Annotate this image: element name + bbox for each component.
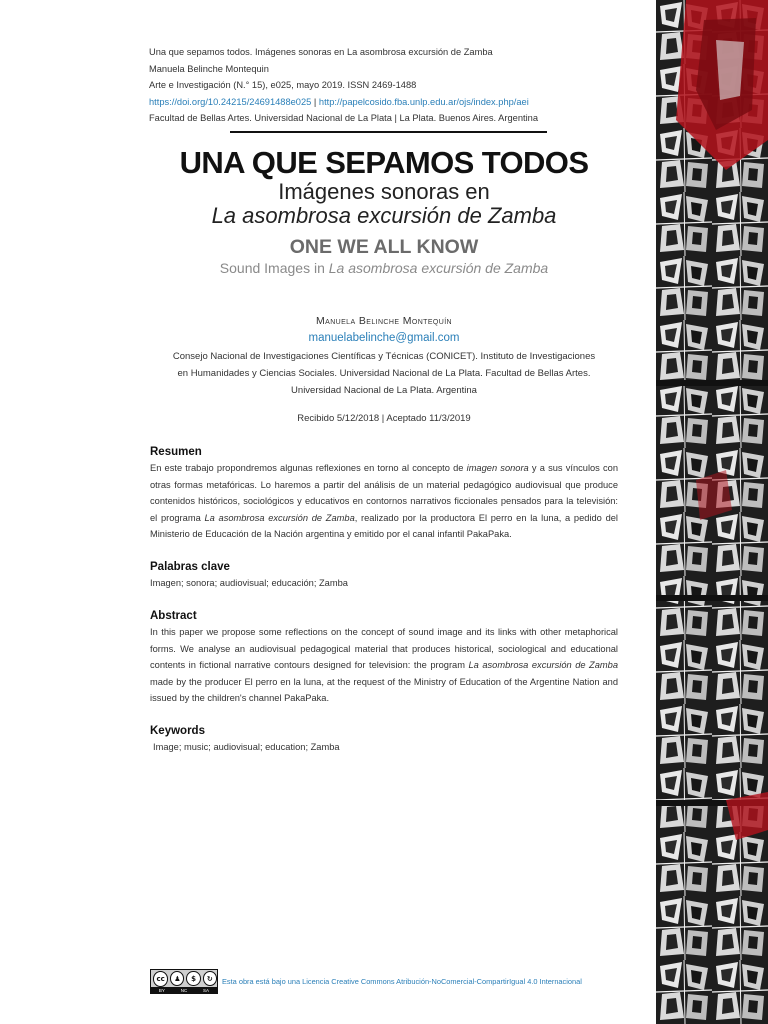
noncommercial-icon: $: [186, 971, 200, 986]
cc-icon: cc: [153, 971, 168, 987]
resumen-text-emphasis: La asombrosa excursión de Zamba: [204, 512, 355, 523]
header-divider: [230, 131, 547, 133]
author-affiliation: [0, 348, 768, 399]
resumen-text-part: y a sus vínculos con otras formas metafóricas. Lo haremos a partir del análisis de un material pedagógico audiovisual que produce contenidos históricos, sociológicos y educativos en contornos narrativos ficcionales pensados para la televisión: el programa: [150, 463, 618, 523]
article-subtitle-line2: La asombrosa excursión de Zamba: [211, 203, 557, 228]
sharealike-icon: ↻: [203, 971, 217, 986]
journal-url-link[interactable]: http://papelcosido.fba.unlp.edu.ar/ojs/index.php/aei: [318, 96, 529, 107]
author-name: Manuela Belinche Montequín: [315, 315, 453, 327]
creative-commons-badge[interactable]: [150, 969, 218, 994]
english-subtitle-prefix: Sound Images in: [219, 260, 329, 276]
cc-label-nc: NC: [180, 988, 188, 993]
palabras-clave-text: Imagen; sonora; audiovisual; educación; Zamba: [150, 578, 348, 588]
cc-badge-labels: [151, 987, 217, 994]
doi-link[interactable]: https://doi.org/10.24215/24691488e025: [149, 96, 312, 107]
citation-links: [149, 94, 619, 111]
palabras-clave-heading: Palabras clave: [150, 561, 230, 573]
article-subtitle-line1: Imágenes sonoras en: [278, 179, 490, 204]
cc-label-by: BY: [158, 988, 165, 993]
english-subtitle-italic: La asombrosa excursión de Zamba: [328, 260, 549, 276]
affiliation-line: Consejo Nacional de Investigaciones Científicas y Técnicas (CONICET). Instituto de Investigaciones: [172, 351, 596, 362]
abstract-section: [150, 610, 618, 707]
received-accepted-dates: Recibido 5/12/2018 | Aceptado 11/3/2019: [297, 413, 471, 424]
author-email-link[interactable]: manuelabelinche@gmail.com: [308, 332, 460, 344]
citation-author: Manuela Belinche Montequin: [149, 63, 269, 74]
attribution-icon: ♟: [170, 971, 184, 986]
cc-label-sa: SA: [203, 988, 210, 993]
keywords-section: [150, 725, 618, 756]
resumen-text: [150, 460, 618, 543]
article-title: UNA QUE SEPAMOS TODOS: [179, 145, 589, 180]
decorative-art-strip: [656, 0, 768, 1024]
citation-title: Una que sepamos todos. Imágenes sonoras en La asombrosa excursión de Zamba: [149, 47, 493, 57]
citation-journal: Arte e Investigación (N.° 15), e025, mayo 2019. ISSN 2469-1488: [149, 80, 417, 90]
abstract-text-part: In this paper we propose some reflections on the concept of sound image and its links with other metaphorical forms. We analyse an audiovisual pedagogical material that produces historical, sociological and educational contents in fictional narrative contours designed for television: the program: [150, 627, 618, 671]
license-link[interactable]: Esta obra está bajo una Licencia Creative Commons Atribución-NoComercial-CompartirIgual 4.0 Internacional: [222, 977, 582, 986]
abstract-text-part: made by the producer El perro en la luna, at the request of the Ministry of Education of the Argentine Nation and issued by the children's channel PakaPaka.: [150, 676, 618, 704]
article-metadata: [149, 44, 619, 127]
cc-badge-icons: [151, 970, 217, 987]
abstract-text: [150, 624, 618, 707]
palabras-clave-section: [150, 561, 618, 592]
resumen-heading: Resumen: [150, 446, 202, 458]
citation-institution: Facultad de Bellas Artes. Universidad Nacional de La Plata | La Plata. Buenos Aires. Argentina: [149, 113, 538, 123]
keywords-heading: Keywords: [150, 725, 205, 737]
license-notice: [150, 969, 582, 994]
decorative-artwork: [656, 0, 768, 1024]
affiliation-line: en Humanidades y Ciencias Sociales. Universidad Nacional de La Plata. Facultad de Bellas Artes.: [177, 368, 591, 379]
keywords-text: Image; music; audiovisual; education; Zamba: [153, 742, 340, 752]
english-title: ONE WE ALL KNOW: [289, 236, 479, 258]
resumen-section: [150, 446, 618, 543]
resumen-text-part: En este trabajo propondremos algunas reflexiones en torno al concepto de: [150, 463, 467, 473]
link-separator: |: [311, 96, 319, 107]
resumen-text-part: , realizado por la productora El perro en la luna, a pedido del Ministerio de Educación de la Nación argentina y emitido por el canal infantil PakaPaka.: [150, 512, 618, 540]
affiliation-line: Universidad Nacional de La Plata. Argentina: [291, 385, 477, 396]
abstract-text-emphasis: La asombrosa excursión de Zamba: [468, 660, 618, 671]
resumen-text-emphasis: imagen sonora: [466, 463, 529, 473]
english-subtitle: [0, 260, 768, 276]
abstract-heading: Abstract: [150, 610, 197, 622]
